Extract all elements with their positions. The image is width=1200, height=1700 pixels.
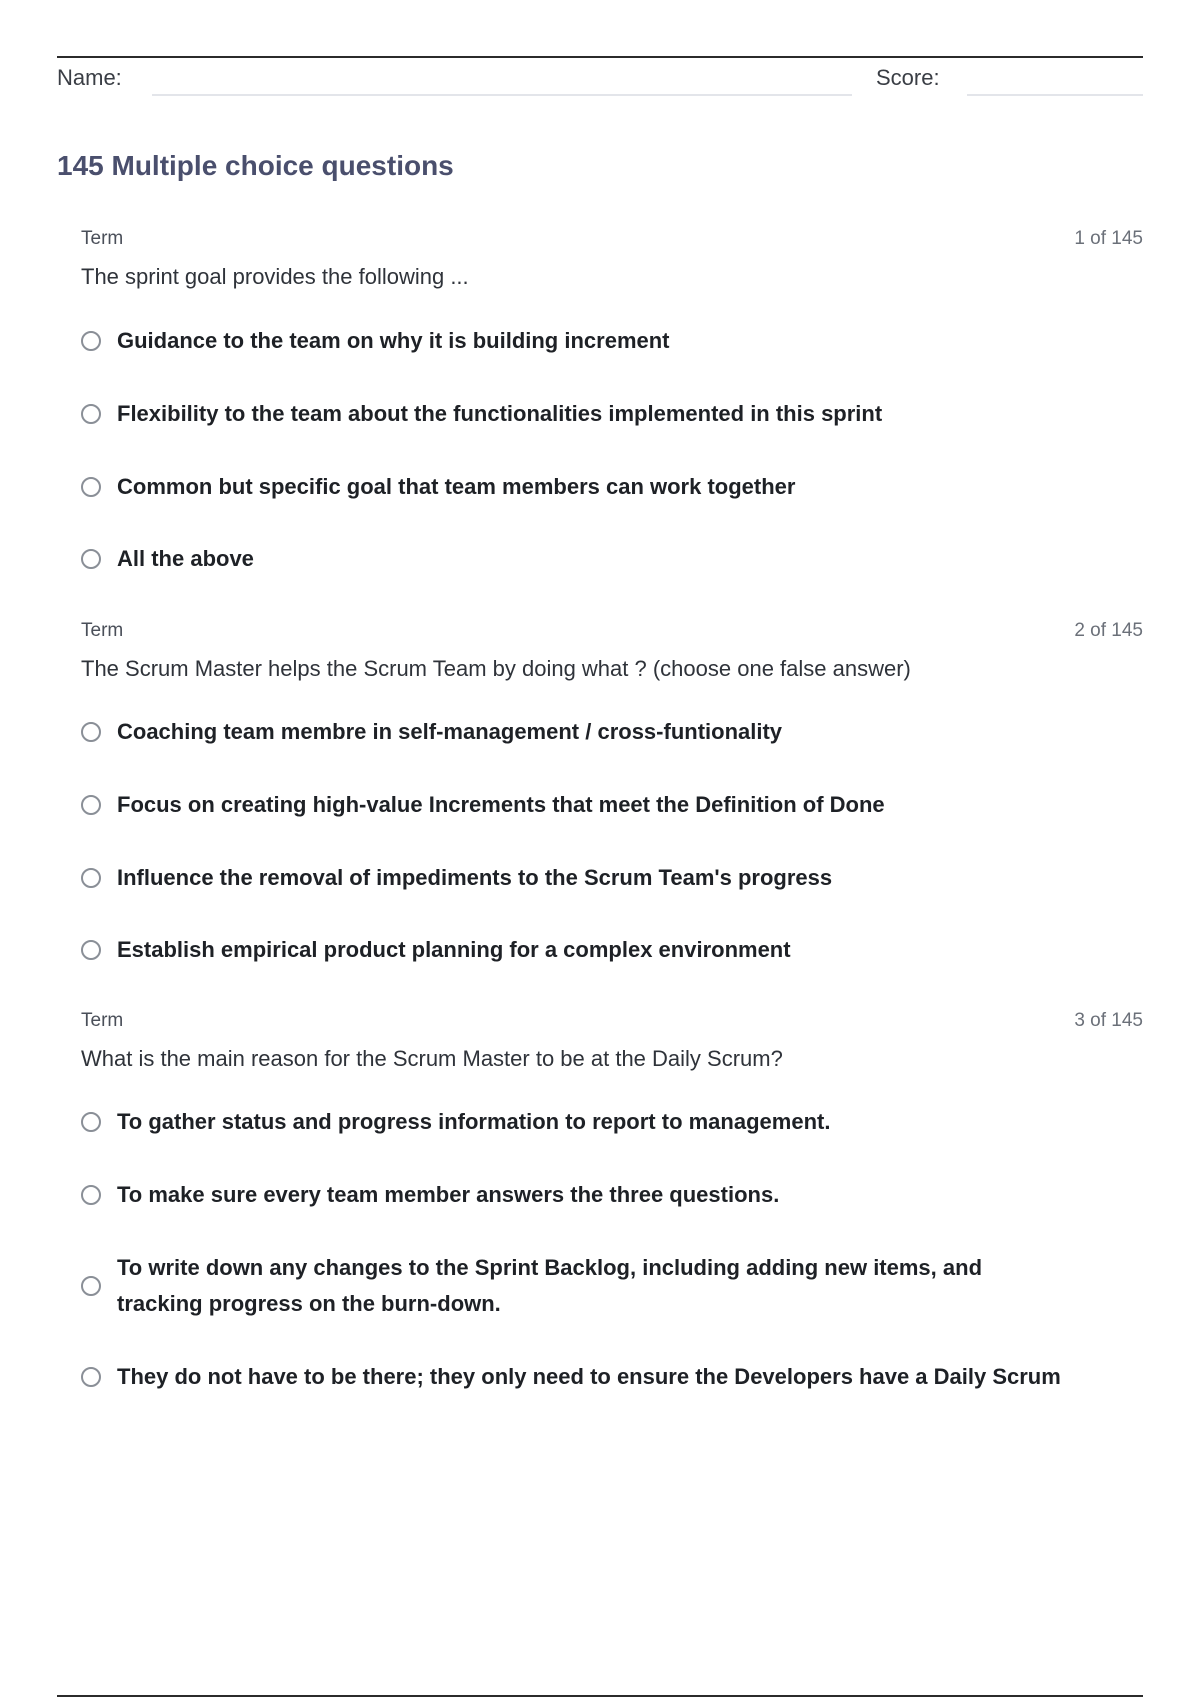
radio-button-icon[interactable] — [81, 549, 101, 569]
answer-option-label: Influence the removal of impediments to the Scrum Team's progress — [117, 865, 833, 890]
radio-button-icon[interactable] — [81, 722, 101, 742]
answer-option-label: To gather status and progress information to report to management. — [117, 1109, 831, 1134]
answer-option-label: To write down any changes to the Sprint Backlog, including adding new items, and tracking progress on the burn-down. — [117, 1255, 983, 1316]
radio-button-icon[interactable] — [81, 1276, 101, 1296]
answer-option[interactable] — [81, 1359, 1061, 1395]
answer-option-label: Establish empirical product planning for a complex environment — [117, 937, 791, 962]
radio-button-icon[interactable] — [81, 477, 101, 497]
question-1 — [81, 228, 1143, 578]
answer-option[interactable] — [81, 541, 1061, 577]
radio-button-icon[interactable] — [81, 1367, 101, 1387]
term-label: Term — [81, 228, 124, 249]
term-label: Term — [81, 620, 124, 641]
score-field[interactable] — [967, 94, 1143, 96]
question-prompt: The Scrum Master helps the Scrum Team by doing what ? (choose one false answer) — [81, 656, 911, 681]
top-rule — [57, 56, 1143, 58]
answer-option[interactable] — [81, 1104, 1061, 1140]
name-field[interactable] — [152, 94, 852, 96]
answer-option[interactable] — [81, 714, 1061, 750]
question-2 — [81, 620, 1143, 970]
answer-option-label: They do not have to be there; they only need to ensure the Developers have a Daily Scrum — [117, 1364, 1061, 1389]
answer-option-label: Guidance to the team on why it is building increment — [117, 328, 670, 353]
radio-button-icon[interactable] — [81, 331, 101, 351]
radio-button-icon[interactable] — [81, 1185, 101, 1205]
worksheet-header — [57, 62, 1143, 98]
term-label: Term — [81, 1010, 124, 1031]
answer-option-label: Focus on creating high-value Increments that meet the Definition of Done — [117, 792, 885, 817]
answer-option[interactable] — [81, 787, 1061, 823]
question-3 — [81, 1010, 1143, 1460]
radio-button-icon[interactable] — [81, 404, 101, 424]
answer-option-label: Coaching team membre in self-management / cross-funtionality — [117, 719, 783, 744]
answer-option[interactable] — [81, 860, 1061, 896]
question-counter: 3 of 145 — [1074, 1010, 1143, 1031]
question-counter: 1 of 145 — [1074, 228, 1143, 249]
question-counter: 2 of 145 — [1074, 620, 1143, 641]
page-title: 145 Multiple choice questions — [57, 150, 454, 181]
radio-button-icon[interactable] — [81, 795, 101, 815]
answer-option-label: Flexibility to the team about the functionalities implemented in this sprint — [117, 401, 883, 426]
radio-button-icon[interactable] — [81, 868, 101, 888]
name-label: Name: — [57, 65, 122, 90]
score-label: Score: — [876, 65, 940, 90]
question-prompt: What is the main reason for the Scrum Master to be at the Daily Scrum? — [81, 1046, 783, 1071]
answer-option-label: Common but specific goal that team members can work together — [117, 474, 796, 499]
radio-button-icon[interactable] — [81, 940, 101, 960]
answer-option[interactable] — [81, 932, 1061, 968]
answer-option-label: To make sure every team member answers the three questions. — [117, 1182, 780, 1207]
answer-option-label: All the above — [117, 546, 254, 571]
answer-option[interactable] — [81, 396, 1061, 432]
radio-button-icon[interactable] — [81, 1112, 101, 1132]
bottom-rule — [57, 1695, 1143, 1697]
answer-option[interactable] — [81, 469, 1061, 505]
answer-option[interactable] — [81, 1177, 1061, 1213]
answer-option[interactable] — [81, 323, 1061, 359]
answer-option[interactable] — [81, 1250, 1061, 1322]
question-prompt: The sprint goal provides the following ... — [81, 264, 469, 289]
